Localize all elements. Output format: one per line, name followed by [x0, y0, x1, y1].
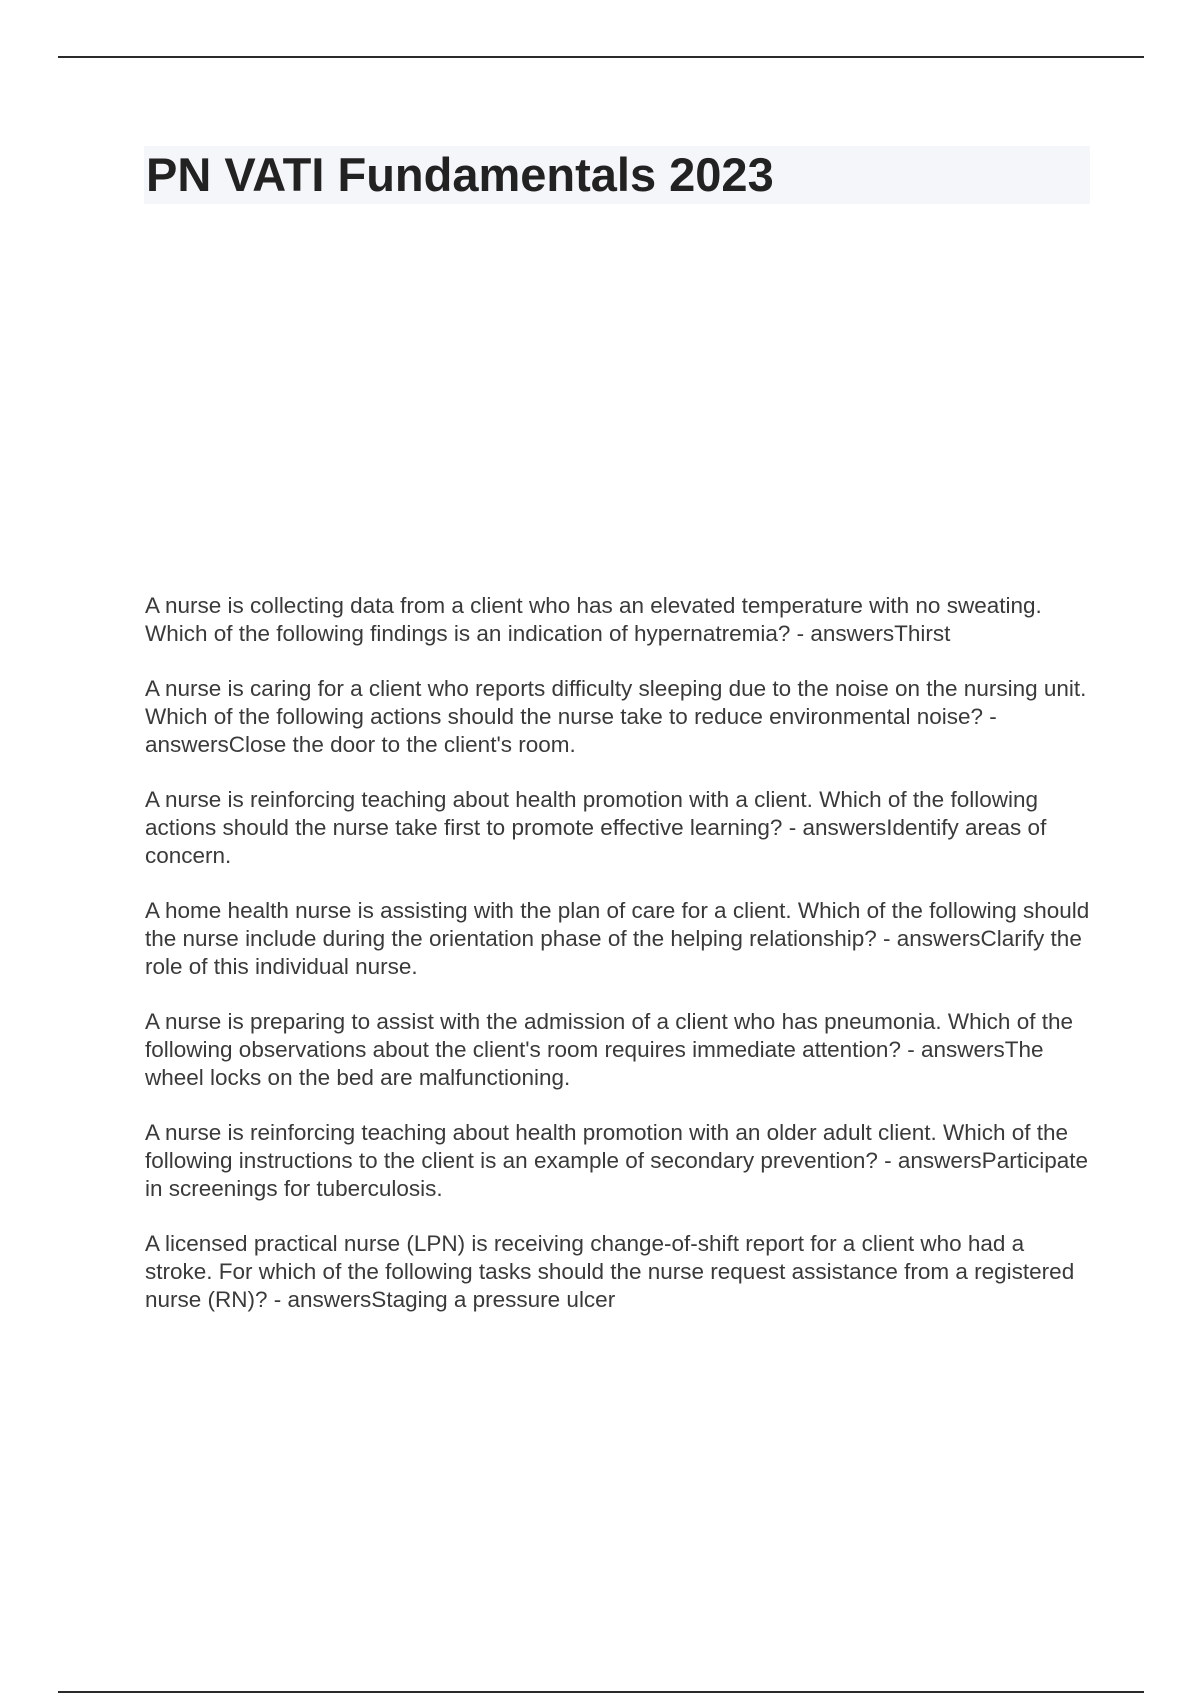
question-list	[145, 592, 1095, 1341]
question-item: A nurse is caring for a client who reports difficulty sleeping due to the noise on the nursing unit. Which of the following actions should the nurse take to reduce environmental noise? - answersClose the door to the client's room.	[145, 676, 1087, 757]
question-item: A nurse is reinforcing teaching about health promotion with a client. Which of the following actions should the nurse take first to promote effective learning? - answersIdentify areas of concern.	[145, 787, 1047, 868]
document-title: PN VATI Fundamentals 2023	[146, 148, 774, 201]
question-item: A nurse is collecting data from a client who has an elevated temperature with no sweating. Which of the following findings is an indication of hypernatremia? - answersThirst	[145, 593, 1042, 646]
question-item: A nurse is reinforcing teaching about health promotion with an older adult client. Which of the following instructions to the client is an example of secondary prevention? - answersParticipate in screenings for tuberculosis.	[145, 1120, 1088, 1201]
bottom-divider	[58, 1691, 1144, 1693]
top-divider	[58, 56, 1144, 58]
question-item: A nurse is preparing to assist with the admission of a client who has pneumonia. Which of the following observations about the client's room requires immediate attention? - answersThe wheel locks on the bed are malfunctioning.	[145, 1009, 1073, 1090]
question-item: A home health nurse is assisting with the plan of care for a client. Which of the following should the nurse include during the orientation phase of the helping relationship? - answersClarify the role of this individual nurse.	[145, 898, 1090, 979]
question-item: A licensed practical nurse (LPN) is receiving change-of-shift report for a client who had a stroke. For which of the following tasks should the nurse request assistance from a registered nurse (RN)? - answersStaging a pressure ulcer	[145, 1231, 1075, 1312]
